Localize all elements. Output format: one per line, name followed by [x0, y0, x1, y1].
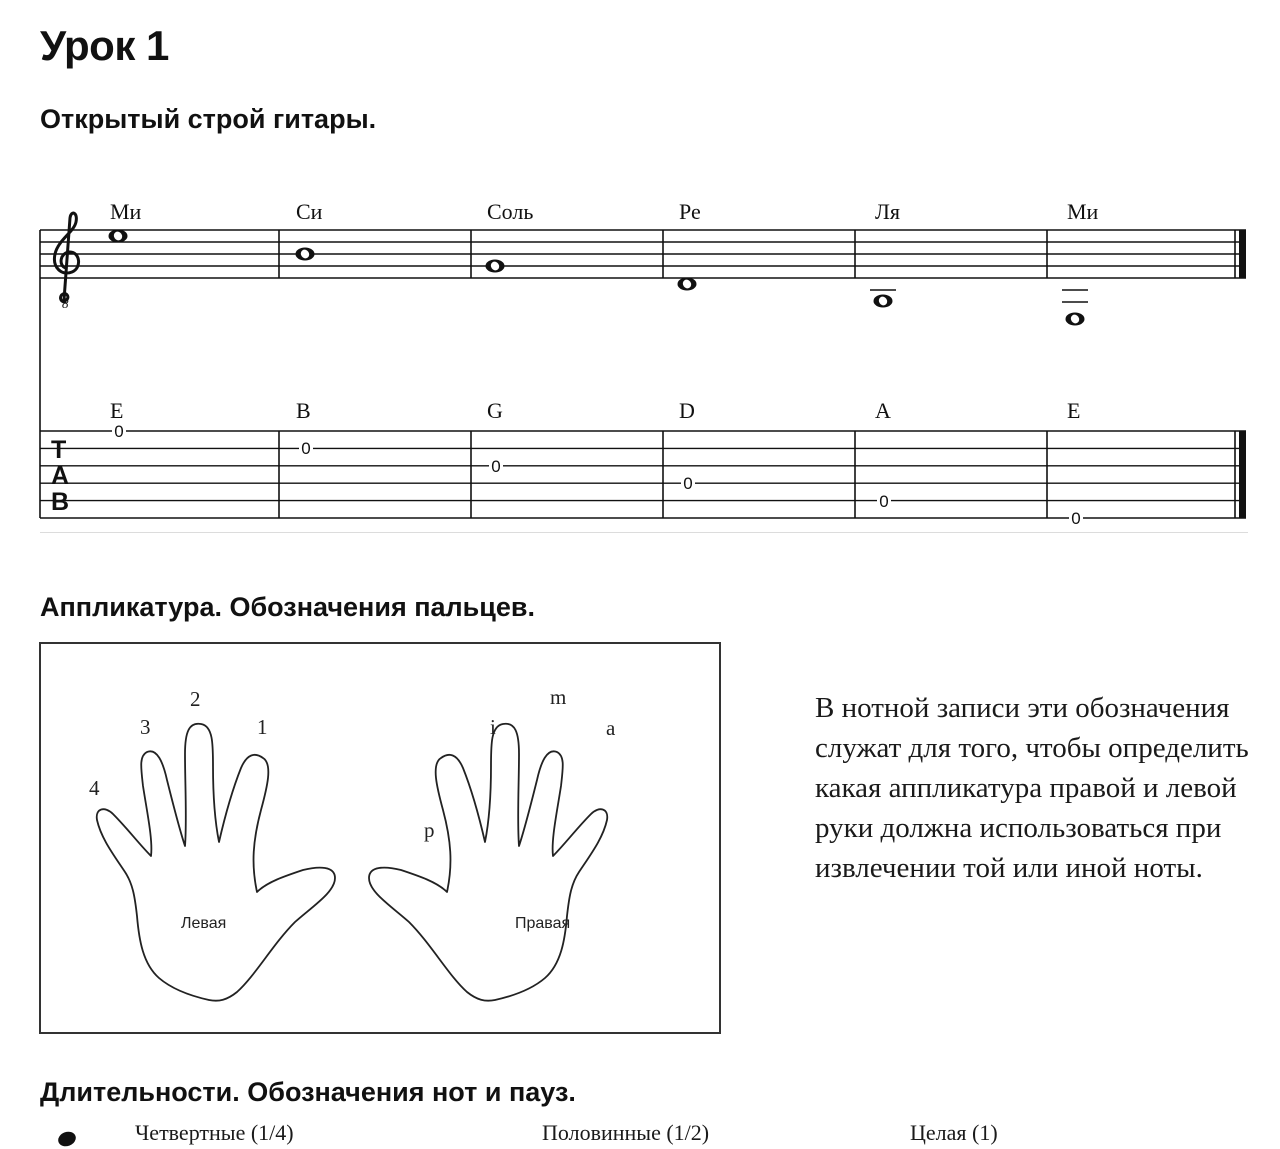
string-letter: D	[679, 398, 695, 423]
right-hand-outline	[369, 724, 607, 1001]
tuning-heading: Открытый строй гитары.	[40, 104, 377, 134]
page-title: Урок 1	[40, 22, 169, 69]
whole-note	[296, 248, 315, 261]
note-name: Ля	[875, 199, 901, 224]
tab-letter-b: B	[51, 488, 70, 516]
left-hand-outline	[97, 724, 335, 1001]
string-letter: E	[110, 398, 124, 423]
note-name: Си	[296, 199, 323, 224]
whole-note	[870, 290, 896, 308]
final-barline	[1239, 230, 1246, 278]
fingering-heading: Аппликатура. Обозначения пальцев.	[40, 592, 535, 622]
left-finger-2: 2	[190, 687, 201, 711]
note-name: Ре	[679, 199, 701, 224]
left-finger-1: 1	[257, 715, 268, 739]
quarter-note-icon	[56, 1129, 78, 1148]
note-name: Соль	[487, 199, 534, 224]
hands-diagram	[39, 642, 721, 1034]
right-hand-label: Правая	[515, 915, 571, 932]
note-name: Ми	[110, 199, 142, 224]
durations-heading: Длительности. Обозначения нот и пауз.	[40, 1077, 576, 1107]
tab-staff	[40, 431, 1246, 518]
duration-label-half: Половинные (1/2)	[542, 1120, 710, 1145]
whole-note	[1062, 290, 1088, 326]
right-finger-i: i	[490, 715, 496, 739]
left-finger-4: 4	[89, 776, 100, 800]
fingering-description: В нотной записи эти обозначения служат для того, чтобы определить какая аппликатура правой и левой руки должна использоваться при извлечении той или иной ноты.	[815, 692, 1249, 884]
tab-letter-a: A	[51, 462, 70, 490]
note-name: Ми	[1067, 199, 1099, 224]
treble-clef-icon	[54, 213, 78, 302]
left-hand-label: Левая	[181, 915, 227, 932]
fret-number: 0	[1071, 509, 1081, 528]
string-letter: G	[487, 398, 503, 423]
section-divider	[40, 532, 1248, 533]
fret-number: 0	[301, 439, 311, 458]
tab-letter-t: T	[51, 436, 67, 464]
string-letter: E	[1067, 398, 1081, 423]
right-finger-p: p	[424, 818, 435, 842]
duration-label-whole: Целая (1)	[910, 1120, 998, 1145]
duration-label-quarter: Четвертные (1/4)	[135, 1120, 294, 1145]
whole-note	[109, 230, 128, 243]
clef-octave-mark: 8	[62, 296, 69, 311]
notation-staff	[40, 230, 1246, 278]
final-barline	[1239, 431, 1246, 518]
fret-number: 0	[491, 457, 501, 476]
whole-note	[678, 278, 697, 291]
fret-number: 0	[879, 492, 889, 511]
string-letter: B	[296, 398, 311, 423]
right-finger-m: m	[550, 685, 567, 709]
string-letter: A	[875, 398, 891, 423]
fret-number: 0	[114, 422, 124, 441]
tuning-notation	[0, 0, 1280, 560]
right-finger-a: a	[606, 716, 616, 740]
barlines	[279, 230, 1246, 518]
fret-number: 0	[683, 474, 693, 493]
left-finger-3: 3	[140, 715, 151, 739]
whole-note	[486, 260, 505, 273]
